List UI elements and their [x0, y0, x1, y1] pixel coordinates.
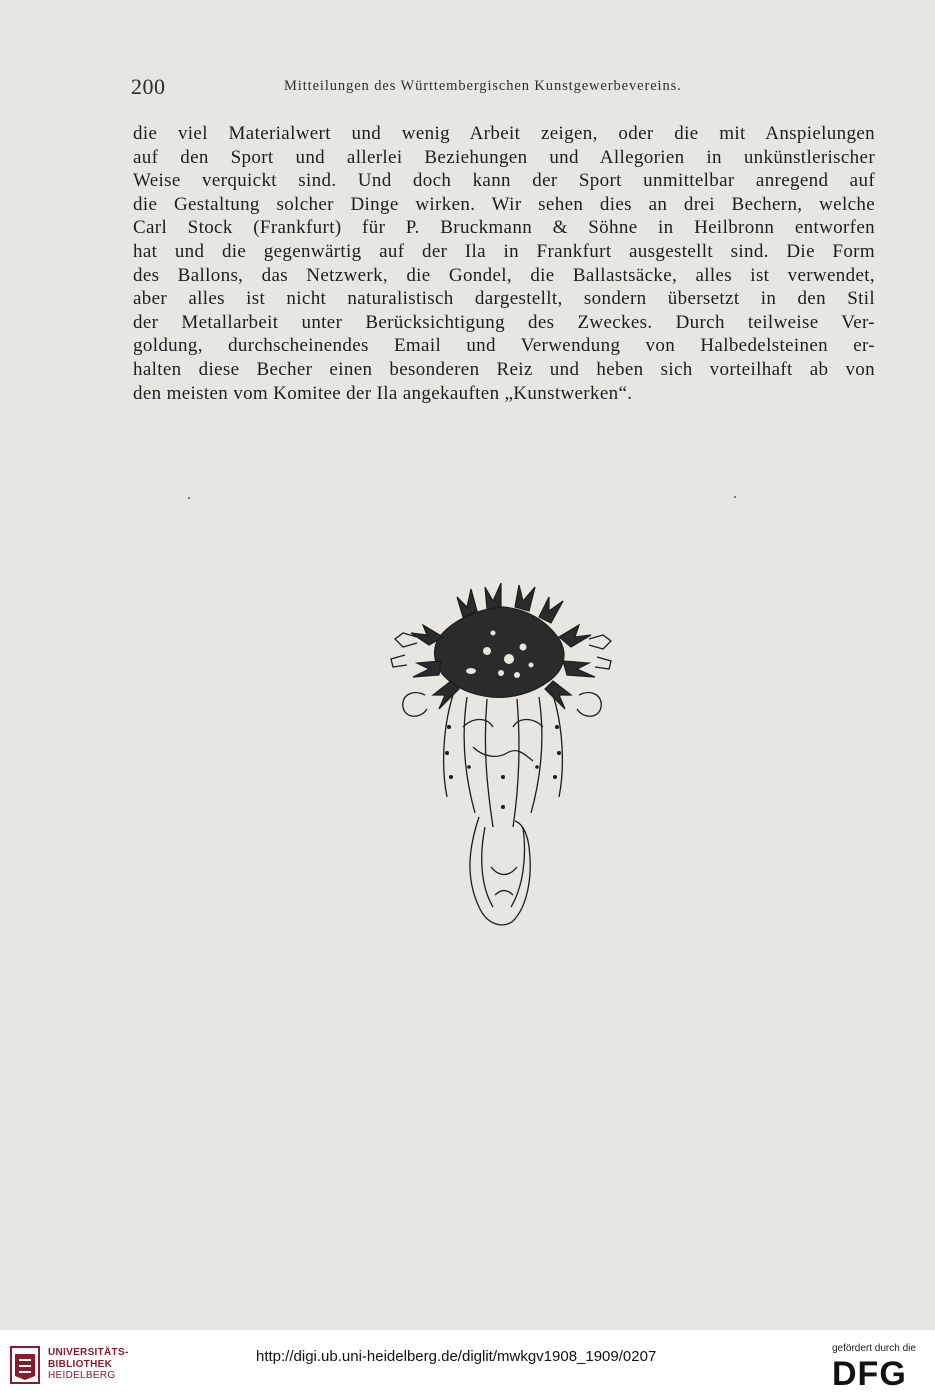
text-line: halten diese Becher einen besonderen Reiz und heben sich vorteilhaft ab von: [133, 358, 875, 380]
art-nouveau-ornament: [383, 577, 623, 937]
body-paragraph: [133, 122, 875, 405]
text-line: goldung, durchscheinendes Email und Verwendung von Halbedelsteinen er-: [133, 335, 875, 357]
text-line: Weise verquickt sind. Und doch kann der Sport unmittelbar anregend auf: [133, 170, 875, 192]
text-line: auf den Sport und allerlei Beziehungen und Allegorien in unkünstlerischer: [133, 146, 875, 168]
text-line: den meisten vom Komitee der Ila angekauften „Kunstwerken“.: [133, 382, 633, 404]
page-number: 200: [131, 74, 166, 99]
funding-label: gefördert durch die: [832, 1343, 916, 1354]
permalink-url[interactable]: http://digi.ub.uni-heidelberg.de/diglit/mwkgv1908_1909/0207: [256, 1348, 657, 1365]
library-name-line: UNIVERSITÄTS-: [48, 1347, 129, 1358]
text-line: die viel Materialwert und wenig Arbeit zeigen, oder die mit Anspielungen: [133, 123, 875, 144]
text-line: hat und die gegenwärtig auf der Ila in Frankfurt ausgestellt sind. Die Form: [133, 240, 875, 262]
text-line: der Metallarbeit unter Berücksichtigung des Zweckes. Durch teilweise Ver-: [133, 311, 875, 333]
library-name-line: BIBLIOTHEK: [48, 1358, 113, 1370]
text-line: die Gestaltung solcher Dinge wirken. Wir sehen dies an drei Bechern, welche: [133, 193, 875, 215]
text-line: des Ballons, das Netzwerk, die Gondel, die Ballastsäcke, alles ist verwendet,: [133, 264, 875, 286]
text-line: Carl Stock (Frankfurt) für P. Bruckmann & Söhne in Heilbronn entworfen: [133, 217, 875, 239]
dfg-logo: DFG: [832, 1355, 907, 1393]
paper-speck: [734, 496, 736, 498]
running-title: Mitteilungen des Württembergischen Kunstgewerbevereins.: [284, 78, 682, 94]
university-library-logo: [10, 1346, 40, 1384]
library-name-line: HEIDELBERG: [48, 1370, 116, 1381]
library-name: [48, 1347, 129, 1382]
paper-speck: [188, 497, 190, 499]
text-line: aber alles ist nicht naturalistisch dargestellt, sondern übersetzt in den Stil: [133, 288, 875, 310]
